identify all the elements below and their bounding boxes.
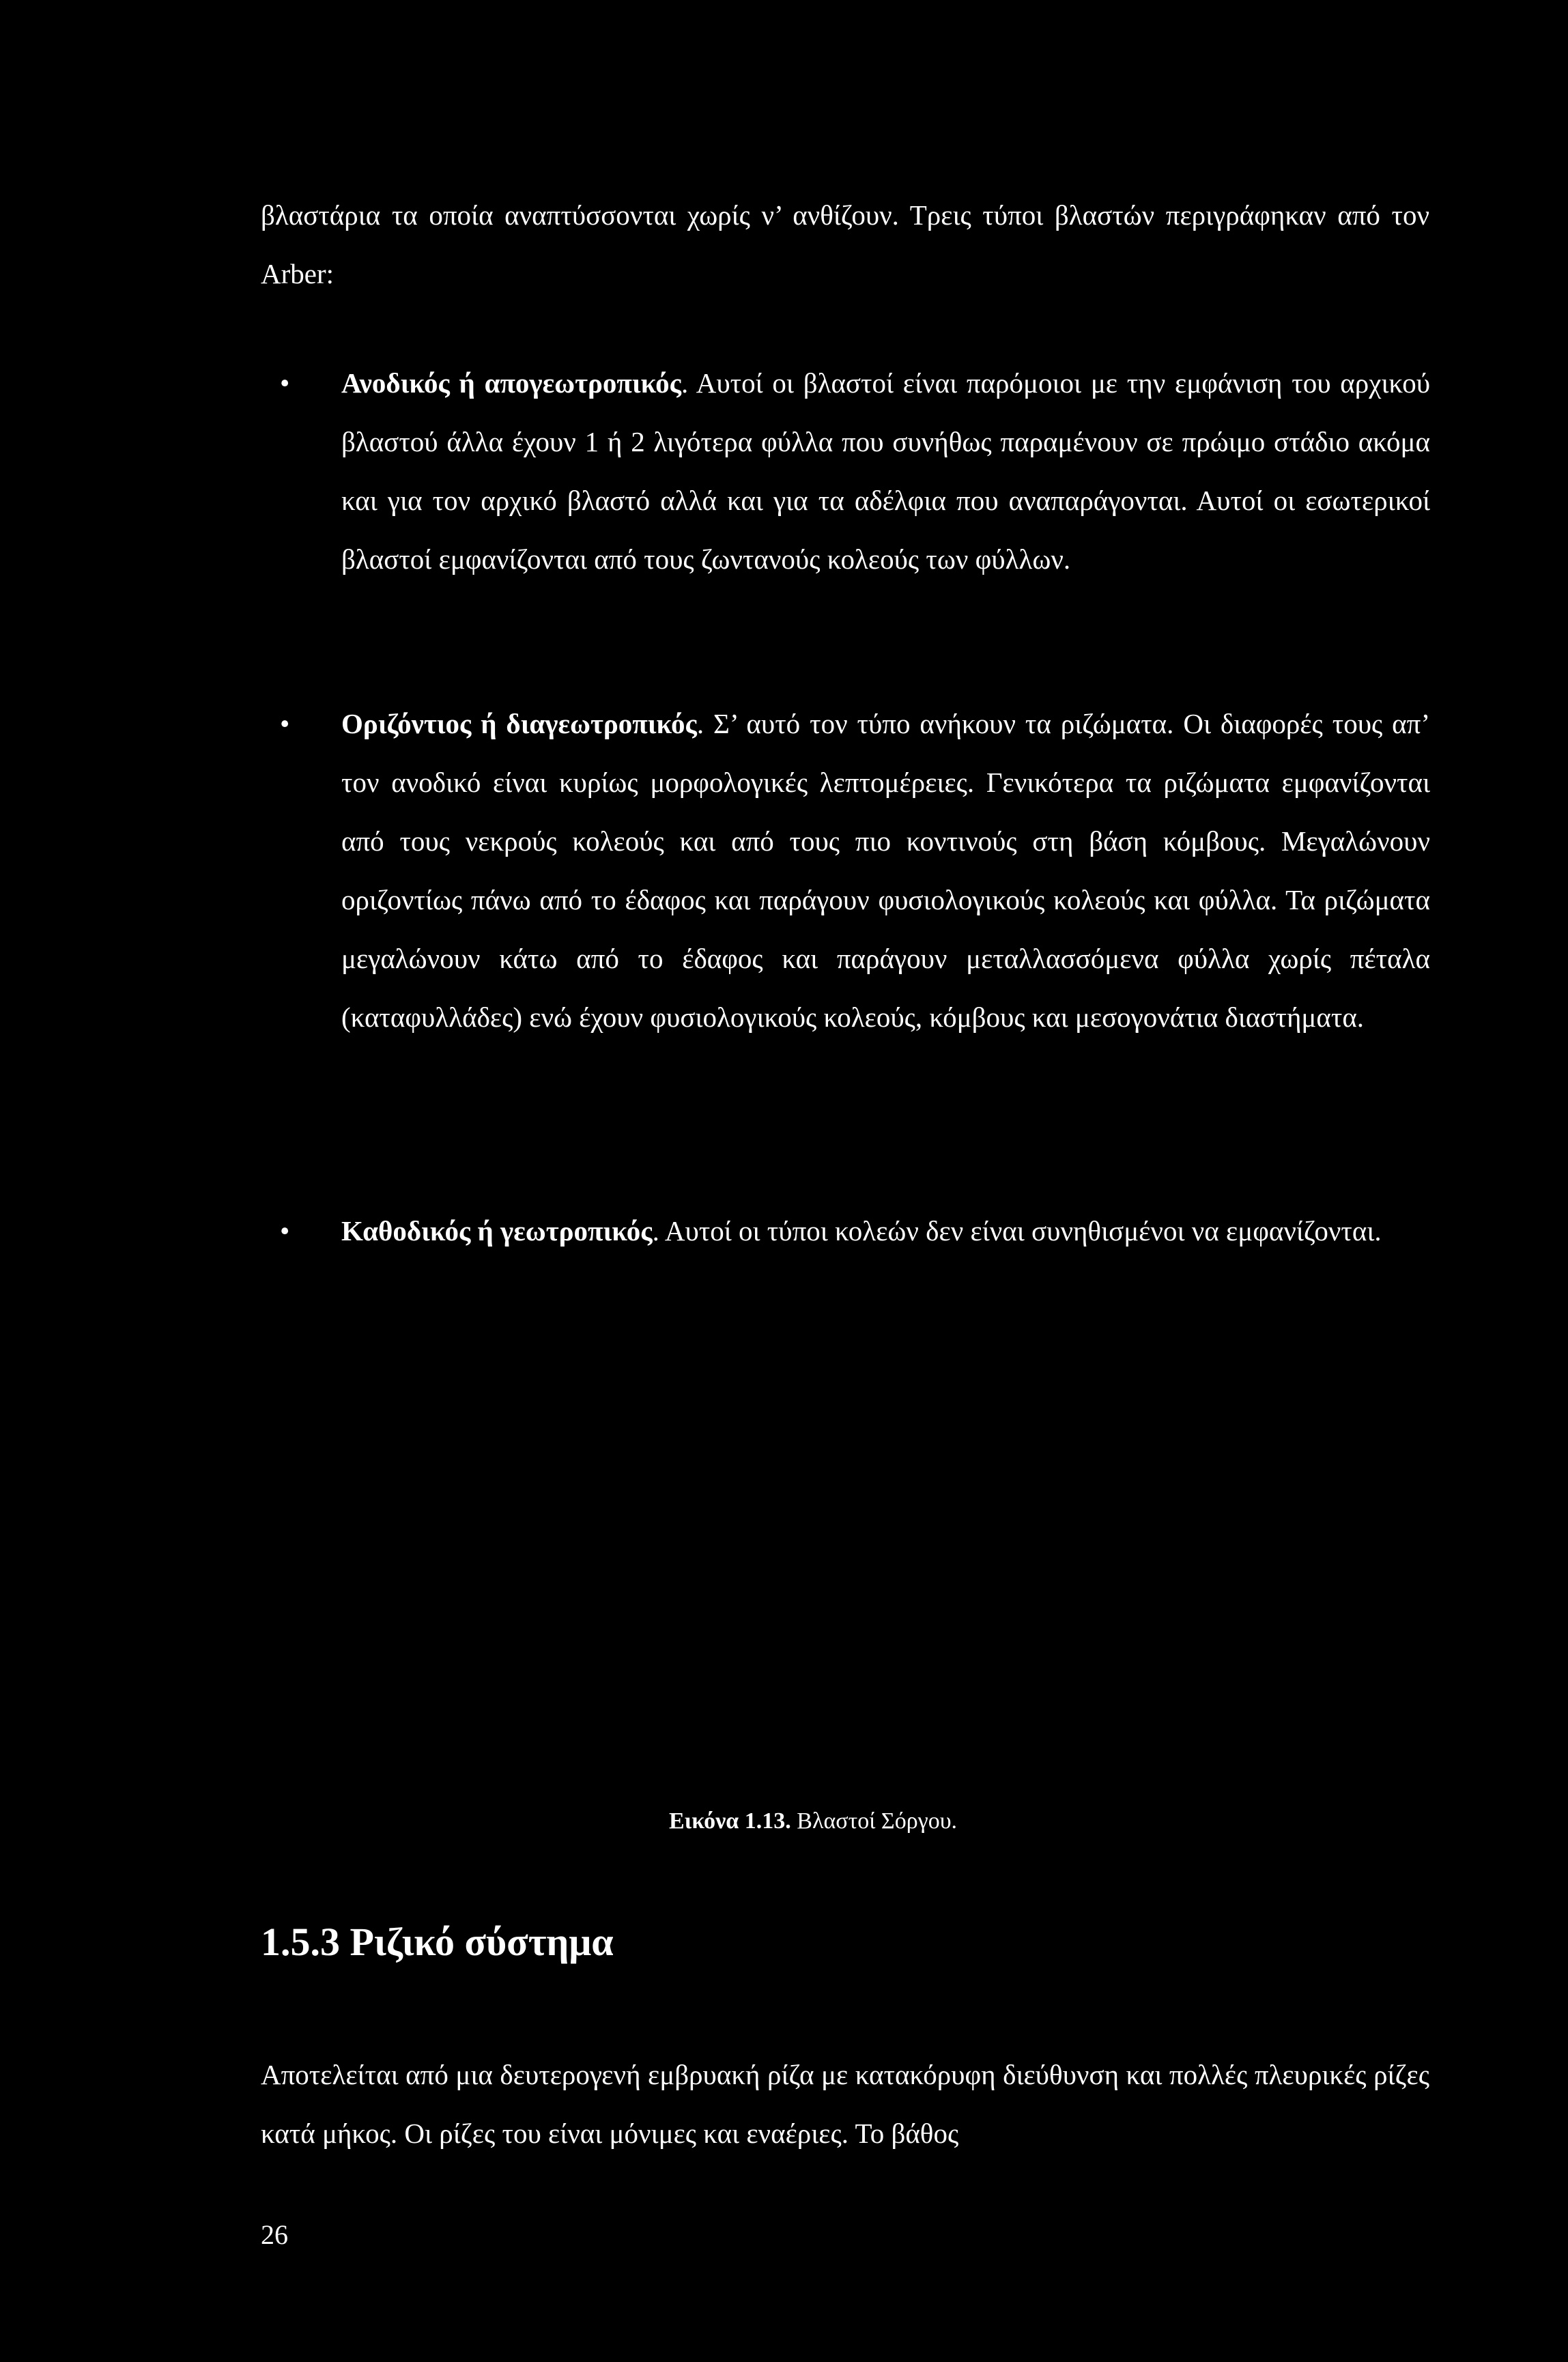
bullet-icon: • [280, 367, 290, 399]
bullet-icon: • [280, 1215, 290, 1247]
bullet-term: Καθοδικός ή γεωτροπικός [341, 1215, 653, 1247]
figure-caption-text: Βλαστοί Σόργου. [790, 1808, 958, 1834]
figure-caption [669, 1801, 957, 1842]
bullet-item-orizontios [280, 694, 1430, 1047]
figure-caption-label: Εικόνα 1.13. [669, 1808, 791, 1834]
section-paragraph: Αποτελείται από μια δευτερογενή εμβρυακή ρίζα με κατακόρυφη διεύθυνση και πολλές πλευρικές ρίζες κατά μήκος. Οι ρίζες του είναι μόνιμες και εναέριες. Το βάθος [261, 2059, 1429, 2149]
bullet-term: Οριζόντιος ή διαγεωτροπικός [341, 708, 697, 739]
bullet-text: . Αυτοί οι τύποι κολεών δεν είναι συνηθισμένοι να εμφανίζονται. [652, 1215, 1382, 1247]
bullet-item-kathodikos [280, 1201, 1430, 1260]
bullet-term: Ανοδικός ή απογεωτροπικός [341, 367, 681, 399]
bullet-text: . Αυτοί οι βλαστοί είναι παρόμοιοι με την εμφάνιση του αρχικού βλαστού άλλα έχουν 1 ή 2 λιγότερα φύλλα που συνήθως παραμένουν σε πρώιμο στάδιο ακόμα και για τον αρχικό βλαστό αλλά και για τα αδέλφια που αναπαράγονται. Αυτοί οι εσωτερικοί βλαστοί εμφανίζονται από τους ζωντανούς κολεούς των φύλλων. [341, 367, 1430, 575]
bullet-text: . Σ’ αυτό τον τύπο ανήκουν τα ριζώματα. Οι διαφορές τους απ’ τον ανοδικό είναι κυρίως μορφολογικές λεπτομέρειες. Γενικότερα τα ριζώματα εμφανίζονται από τους νεκρούς κολεούς και από τους πιο κοντινούς στη βάση κόμβους. Μεγαλώνουν οριζοντίως πάνω από το έδαφος και παράγουν φυσιολογικούς κολεούς και φύλλα. Τα ριζώματα μεγαλώνουν κάτω από το έδαφος και παράγουν μεταλλασσόμενα φύλλα χωρίς πέταλα (καταφυλλάδες) ενώ έχουν φυσιολογικούς κολεούς, κόμβους και μεσογονάτια διαστήματα. [341, 708, 1430, 1033]
page-number: 26 [261, 2219, 288, 2250]
section-heading: 1.5.3 Ριζικό σύστημα [261, 1920, 614, 1964]
bullet-item-anodikos [280, 354, 1430, 588]
bullet-icon: • [280, 708, 290, 739]
intro-paragraph: βλαστάρια τα οποία αναπτύσσονται χωρίς ν’ ανθίζουν. Τρεις τύποι βλαστών περιγράφηκαν από τον Arber: [261, 199, 1429, 289]
